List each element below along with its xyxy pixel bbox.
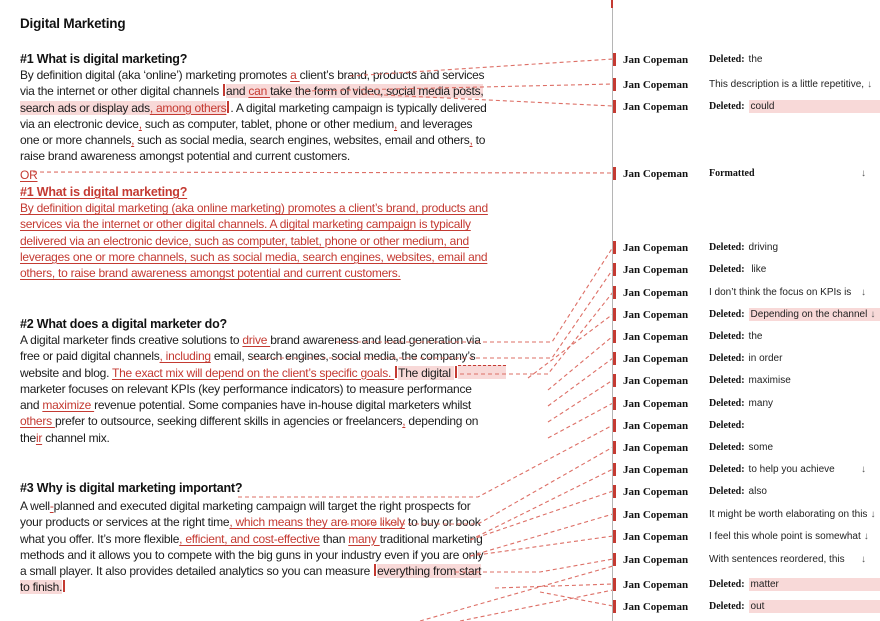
text-run: planned and executed digital marketing campaign will target the right prospects for <box>53 499 471 513</box>
revision-bracket-mark <box>395 366 397 378</box>
author-name: Jan Copeman <box>623 397 689 410</box>
text-run: email, search engines, social media, the company’s <box>210 349 476 364</box>
revision-bracket-mark <box>455 366 457 378</box>
text-line <box>20 167 38 183</box>
change-text: matter <box>749 578 880 591</box>
text-run: free or paid digital channels <box>20 349 160 364</box>
revision-tick-mark <box>613 308 616 321</box>
change-description <box>709 54 880 65</box>
text-run: the <box>20 430 36 445</box>
revision-tick-mark <box>613 485 616 498</box>
text-run: everything from start <box>377 564 482 579</box>
author-name: Jan Copeman <box>623 419 689 432</box>
text-line <box>20 16 125 32</box>
change-description <box>709 264 880 275</box>
text-run: to <box>472 133 486 148</box>
text-line <box>20 83 487 99</box>
change-description <box>709 509 880 520</box>
change-type-label: Deleted: <box>709 420 745 431</box>
text-line <box>20 348 506 364</box>
text-run: to finish. <box>20 580 63 595</box>
author-name: Jan Copeman <box>623 78 689 91</box>
text-run: and leverages <box>397 116 473 131</box>
change-description <box>709 375 880 386</box>
review-entry[interactable] <box>613 262 880 277</box>
review-entry[interactable] <box>613 77 880 92</box>
review-entry[interactable] <box>613 529 880 544</box>
revision-tick-mark <box>613 78 616 91</box>
change-text: This description is a little repetitive, <box>709 79 865 90</box>
section-heading <box>20 184 187 200</box>
author-name: Jan Copeman <box>623 286 689 299</box>
change-type-label: Deleted: <box>709 398 745 409</box>
change-type-label: Deleted: <box>709 54 745 65</box>
revision-tick-mark <box>613 553 616 566</box>
author-name: Jan Copeman <box>623 578 689 591</box>
text-run: delivered via an electronic device, such as computer, tablet, phone or other medium, and <box>20 233 469 248</box>
document-title <box>20 16 125 32</box>
text-run: a <box>290 68 300 82</box>
revision-tick-mark <box>613 578 616 591</box>
change-description <box>709 287 880 298</box>
revision-tick-mark <box>613 374 616 387</box>
author-name: Jan Copeman <box>623 600 689 613</box>
text-line <box>20 514 483 530</box>
text-run: , including <box>159 349 211 364</box>
text-run: drive <box>242 333 271 347</box>
change-type-label: Deleted: <box>709 579 745 590</box>
change-text: driving <box>748 242 779 253</box>
change-text: some <box>748 442 773 453</box>
change-text: in order <box>748 353 783 364</box>
text-line <box>20 216 488 232</box>
text-run: , <box>393 116 398 131</box>
text-line <box>20 233 488 249</box>
text-line <box>20 116 487 132</box>
text-run: . A digital marketing campaign is typically delivered <box>230 100 487 115</box>
text-line <box>20 480 242 496</box>
overflow-arrow-icon[interactable]: ↓ <box>861 168 866 179</box>
review-entry[interactable] <box>613 577 880 592</box>
text-run: maximize <box>42 398 95 413</box>
paragraph <box>20 498 483 596</box>
revision-tick-mark <box>613 397 616 410</box>
author-name: Jan Copeman <box>623 374 689 387</box>
change-description <box>709 79 880 90</box>
change-description <box>709 308 880 321</box>
change-description <box>709 353 880 364</box>
text-run: revenue potential. Some companies have in-house digital marketers whilst <box>94 398 471 413</box>
text-run: methods and it allows you to compete with the big guns in your industry even if you are only <box>20 547 484 562</box>
author-name: Jan Copeman <box>623 53 689 66</box>
author-name: Jan Copeman <box>623 508 689 521</box>
text-line <box>20 498 483 514</box>
review-panel <box>613 0 880 621</box>
revision-tick-mark <box>613 286 616 299</box>
change-type-label: Deleted: <box>709 331 745 342</box>
change-type-label: Deleted: <box>709 375 745 386</box>
section-heading <box>20 51 187 67</box>
revision-tick-mark <box>613 352 616 365</box>
text-run: , <box>469 133 473 148</box>
text-run: many <box>348 531 380 546</box>
text-line <box>20 184 187 200</box>
change-text: out <box>749 600 880 613</box>
revision-bracket-mark <box>223 84 225 96</box>
revision-tick-mark <box>613 530 616 543</box>
text-line <box>20 148 487 164</box>
change-type-label: Deleted: <box>709 442 745 453</box>
text-run: #2 What does a digital marketer do? <box>20 317 227 331</box>
text-run: A digital marketer finds creative solutions to <box>20 333 243 347</box>
revision-bracket-mark <box>374 564 376 576</box>
overflow-arrow-icon[interactable]: ↓ <box>863 531 869 542</box>
change-description <box>709 100 880 113</box>
author-name: Jan Copeman <box>623 485 689 498</box>
text-run: #3 Why is digital marketing important? <box>20 481 243 495</box>
revision-tick-mark <box>613 53 616 66</box>
text-run: By definition digital marketing (aka online marketing) promotes a client’s brand, products and <box>20 201 488 215</box>
text-line <box>20 249 488 265</box>
revision-tick-mark <box>613 463 616 476</box>
change-text: also <box>748 486 767 497</box>
review-entry[interactable] <box>613 484 880 499</box>
text-run: - <box>49 499 54 513</box>
text-run: , <box>402 414 406 429</box>
review-entry[interactable] <box>613 418 880 433</box>
review-entry[interactable] <box>613 552 880 567</box>
author-name: Jan Copeman <box>623 463 689 476</box>
review-entry[interactable] <box>613 373 880 388</box>
text-cursor-icon <box>63 580 65 592</box>
author-name: Jan Copeman <box>623 241 689 254</box>
text-run: others, to raise brand awareness amongst potential and current customers. <box>20 266 401 281</box>
change-description <box>709 464 880 475</box>
text-run: your products or services at the right time <box>20 515 230 530</box>
author-name: Jan Copeman <box>623 263 689 276</box>
overflow-arrow-icon[interactable]: ↓ <box>870 509 876 520</box>
text-run: website and blog. <box>20 365 113 380</box>
author-name: Jan Copeman <box>623 441 689 454</box>
text-run: client’s brand, products and services <box>299 68 485 82</box>
review-entry[interactable] <box>613 507 880 522</box>
change-description <box>709 168 880 179</box>
author-name: Jan Copeman <box>623 530 689 543</box>
text-run: prefer to outsource, seeking different skills in agencies or freelancers <box>54 414 403 429</box>
review-entry[interactable] <box>613 285 880 300</box>
text-run: via an electronic device <box>20 116 139 131</box>
text-run: brand awareness and lead generation via <box>270 333 481 347</box>
text-run: , <box>131 133 135 148</box>
text-run: traditional marketing <box>379 531 483 546</box>
author-name: Jan Copeman <box>623 100 689 113</box>
text-line <box>20 563 483 579</box>
revision-tick-mark <box>613 167 616 180</box>
text-run: leverages one or more channels, such as social media, search engines, websites, email and <box>20 249 488 264</box>
change-text: I feel this whole point is somewhat <box>709 531 861 542</box>
revision-tick-mark <box>613 441 616 454</box>
text-line <box>20 413 506 429</box>
change-text: many <box>748 398 773 409</box>
review-entry[interactable] <box>613 240 880 255</box>
text-run: channel mix. <box>42 430 110 445</box>
change-type-label: Deleted: <box>709 486 745 497</box>
text-run: such as computer, tablet, phone or other medium <box>141 116 394 131</box>
text-run: search ads or display ads <box>20 100 150 115</box>
text-line <box>20 365 506 381</box>
text-line <box>20 200 488 216</box>
text-run: a small player. It also provides detailed analytics so you can measure <box>20 564 374 579</box>
change-text: It might be worth elaborating on this <box>709 509 868 520</box>
text-run: and <box>226 84 249 99</box>
overflow-arrow-icon[interactable]: ↓ <box>870 309 876 320</box>
change-type-label: Deleted: <box>709 264 745 275</box>
text-run: one or more channels <box>20 133 132 148</box>
text-run: #1 What is digital marketing? <box>20 185 188 199</box>
revision-tick-mark <box>613 100 616 113</box>
change-text: I don’t think the focus on KPIs is <box>709 287 852 298</box>
change-description <box>709 486 880 497</box>
change-description <box>709 420 880 431</box>
text-line <box>20 381 506 397</box>
text-line <box>20 547 483 563</box>
text-run: via the internet or other digital channels <box>20 84 223 99</box>
change-description <box>709 554 880 565</box>
review-entry[interactable] <box>613 462 880 477</box>
text-run: depending on <box>405 414 479 429</box>
overflow-arrow-icon[interactable]: ↓ <box>861 554 866 565</box>
review-entry[interactable] <box>613 351 880 366</box>
revision-tick-mark <box>613 241 616 254</box>
review-entry[interactable] <box>613 329 880 344</box>
change-type-label: Deleted: <box>709 101 745 112</box>
paragraph <box>20 200 488 281</box>
text-line <box>20 397 506 413</box>
text-run: Digital Marketing <box>20 16 126 31</box>
text-line <box>20 332 506 348</box>
text-run: ir <box>35 430 43 445</box>
change-type-label: Deleted: <box>709 309 745 320</box>
review-entry[interactable] <box>613 440 880 455</box>
text-line <box>20 100 487 116</box>
review-entry[interactable] <box>613 52 880 67</box>
paragraph <box>20 67 487 165</box>
change-description <box>709 398 880 409</box>
text-run: what you offer. It’s more flexible <box>20 531 180 546</box>
text-run: , among others <box>149 100 227 115</box>
revision-tick-mark <box>613 508 616 521</box>
change-text: could <box>749 100 880 113</box>
revision-tick-mark <box>613 263 616 276</box>
text-line <box>20 531 483 547</box>
author-name: Jan Copeman <box>623 553 689 566</box>
section-heading <box>20 316 227 332</box>
change-description <box>709 442 880 453</box>
revision-tick-mark <box>613 419 616 432</box>
change-type-label: Deleted: <box>709 464 745 475</box>
change-text: to help you achieve <box>748 464 835 475</box>
text-run: can <box>248 84 271 99</box>
change-type-label: Formatted <box>709 168 755 179</box>
text-run: services via the internet or other digital channels. A digital marketing campaign is typically <box>20 217 471 232</box>
text-run: to buy or book <box>404 515 481 530</box>
text-run: than <box>319 531 349 546</box>
change-description <box>709 578 880 591</box>
change-text: With sentences reordered, this <box>709 554 845 565</box>
deleted-text-placeholder <box>458 365 506 379</box>
change-text: Depending on the channel ↓ <box>749 308 880 321</box>
author-name: Jan Copeman <box>623 330 689 343</box>
author-name: Jan Copeman <box>623 308 689 321</box>
revision-tick-mark <box>613 330 616 343</box>
paragraph <box>20 332 506 446</box>
revision-tick-mark <box>613 600 616 613</box>
change-type-label: Deleted: <box>709 601 745 612</box>
change-description <box>709 242 880 253</box>
text-run: By definition digital (aka ‘online’) marketing promotes <box>20 68 291 82</box>
paragraph <box>20 167 38 183</box>
change-text: like <box>748 264 767 275</box>
change-type-label: Deleted: <box>709 242 745 253</box>
text-run: raise brand awareness amongst potential and current customers. <box>20 149 351 164</box>
author-name: Jan Copeman <box>623 167 689 180</box>
text-run: others <box>20 414 55 429</box>
change-description <box>709 531 880 542</box>
change-text: the <box>748 54 763 65</box>
text-run: such as social media, search engines, websites, email and others <box>134 133 470 148</box>
review-entry[interactable] <box>613 599 880 614</box>
review-entry[interactable] <box>613 166 880 181</box>
text-line <box>20 579 483 595</box>
text-run: A well <box>20 499 50 513</box>
change-description <box>709 600 880 613</box>
text-run: take the form of video, social media posts, <box>270 84 484 99</box>
overflow-arrow-icon[interactable]: ↓ <box>867 79 873 90</box>
change-type-label: Deleted: <box>709 353 745 364</box>
change-text: the <box>748 331 763 342</box>
text-line <box>20 51 187 67</box>
text-line <box>20 132 487 148</box>
text-run: The exact mix will depend on the client’s specific goals. <box>112 365 395 380</box>
section-heading <box>20 480 242 496</box>
text-line <box>20 316 227 332</box>
author-name: Jan Copeman <box>623 352 689 365</box>
text-run: OR <box>20 168 38 182</box>
review-entry[interactable] <box>613 99 880 114</box>
text-run: , <box>138 116 142 131</box>
text-line <box>20 265 488 281</box>
text-run: marketer focuses on relevant KPIs (key performance indicators) to measure performance <box>20 381 472 396</box>
change-description <box>709 331 880 342</box>
text-run: The digital <box>398 365 454 380</box>
overflow-arrow-icon[interactable]: ↓ <box>861 464 866 475</box>
text-run: , which means they are more likely <box>229 515 405 530</box>
text-run: and <box>20 398 43 413</box>
text-line <box>20 67 487 83</box>
change-text: maximise <box>748 375 791 386</box>
text-run: , efficient, and cost-effective <box>179 531 320 546</box>
text-line <box>20 430 506 446</box>
overflow-arrow-icon[interactable]: ↓ <box>861 287 866 298</box>
review-entry[interactable] <box>613 396 880 411</box>
text-run: #1 What is digital marketing? <box>20 52 188 66</box>
review-entry[interactable] <box>613 307 880 322</box>
